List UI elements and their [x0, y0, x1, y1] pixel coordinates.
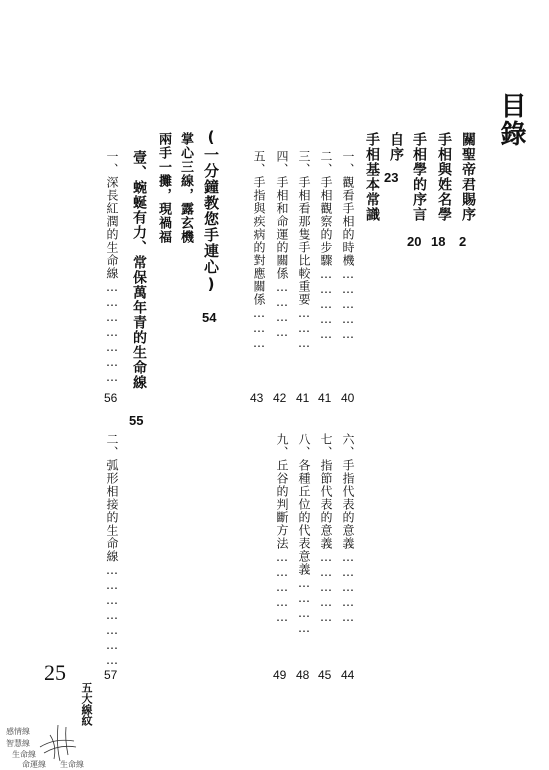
toc-item-page: 49: [273, 668, 287, 682]
toc-front-3: [409, 132, 429, 222]
hand-annotation: 生命線: [12, 750, 36, 759]
toc-item: 一、觀看手相的時機……………: [341, 150, 355, 342]
toc-label: 手相與姓名學: [436, 132, 452, 222]
toc-item-page: 44: [341, 668, 355, 682]
hand-annotation: 感情線: [6, 727, 30, 736]
page-number: 25: [44, 660, 66, 685]
section2-sub-1: 掌心三線，露玄機: [178, 132, 193, 244]
toc-item-page: 48: [296, 668, 310, 682]
toc-front-2-page: 18: [431, 234, 446, 249]
toc-item-page: 56: [104, 391, 118, 405]
page-title: 目錄: [496, 92, 526, 148]
toc-item: 四、手相和命運的關係…………: [275, 150, 289, 340]
toc-front-2: [434, 132, 454, 222]
toc-item-page: 45: [318, 668, 332, 682]
section1-heading: 手相基本常識: [364, 132, 380, 222]
toc-item: 五、手指與疾病的對應關係………: [252, 150, 266, 351]
toc-item-page: 40: [341, 391, 355, 405]
toc-item: 二、弧形相接的生命線…………………: [105, 433, 119, 668]
toc-item: 三、手相看那隻手比較重要………: [297, 150, 311, 351]
toc-item: 六、手指代表的意義……………: [341, 433, 355, 625]
chapter-page: 55: [129, 413, 144, 428]
toc-item-page: 43: [250, 391, 264, 405]
toc-front-1-page: 2: [459, 234, 467, 249]
hand-annotation: 生命線: [60, 760, 84, 769]
toc-item: 一、深長紅潤的生命線…………………: [105, 150, 119, 385]
toc-front-4: [386, 132, 406, 162]
toc-label: 自序: [388, 132, 404, 162]
toc-label: 關聖帝君賜序: [460, 132, 476, 222]
toc-item-page: 41: [318, 391, 332, 405]
toc-item-page: 41: [296, 391, 310, 405]
section2-sub-2: 兩手一攤，現禍福: [156, 132, 171, 244]
hand-annotation: 命運線: [22, 760, 46, 769]
toc-label: 手相學的序言: [411, 132, 427, 222]
footer-label: 五大線紋: [80, 682, 93, 726]
toc-item: 八、各種丘位的代表意義…………: [297, 433, 311, 636]
section2-heading: (一分鐘教您手連心): [202, 128, 220, 294]
hand-sketch-icon: [30, 715, 90, 765]
toc-item-page: 42: [273, 391, 287, 405]
toc-item: 九、丘谷的判斷方法……………: [275, 433, 289, 625]
toc-item: 七、指節代表的意義……………: [319, 433, 333, 625]
toc-front-4-page: 23: [384, 170, 399, 185]
toc-front-3-page: 20: [407, 234, 422, 249]
hand-annotation: 智慧線: [6, 739, 30, 748]
section2-page: 54: [202, 310, 217, 325]
toc-item-page: 57: [104, 668, 118, 682]
toc-front-1: [458, 132, 478, 222]
toc-item: 二、手相觀察的步驟……………: [319, 150, 333, 342]
chapter-heading: 壹、蜿蜒有力、常保萬年青的生命線: [131, 150, 147, 390]
